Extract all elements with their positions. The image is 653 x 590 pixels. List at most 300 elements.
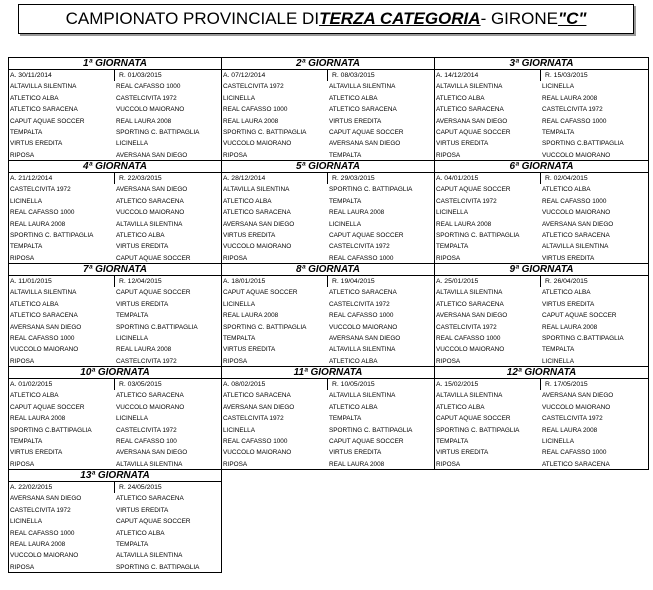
home-team: REAL LAURA 2008 <box>223 117 279 125</box>
ritorno-date: R. 03/05/2015 <box>119 381 162 388</box>
page-title <box>18 4 634 34</box>
away-team: REAL LAURA 2008 <box>329 209 385 217</box>
away-team: AVERSANA SAN DIEGO <box>542 392 614 400</box>
match-row <box>435 459 648 470</box>
andata-date: A. 25/01/2015 <box>435 276 541 287</box>
home-team: CASTELCIVITA 1972 <box>436 197 497 205</box>
away-team: SPORTING C. BATTIPAGLIA <box>116 128 200 136</box>
round-dates <box>9 173 221 184</box>
round-title: 6ª GIORNATA <box>435 161 648 173</box>
match-row <box>222 413 434 424</box>
match-row <box>435 344 648 355</box>
round-dates <box>9 276 221 287</box>
match-row <box>222 93 434 104</box>
home-team: RIPOSA <box>436 357 461 365</box>
match-row <box>435 333 648 344</box>
away-team: SPORTING C.BATTIPAGLIA <box>542 334 624 342</box>
match-row <box>222 219 434 230</box>
home-team: LICINELLA <box>10 518 42 526</box>
home-team: TEMPALTA <box>10 437 43 445</box>
home-team: AVERSANA SAN DIEGO <box>223 403 295 411</box>
home-team: TEMPALTA <box>436 243 469 251</box>
away-team: CASTELCIVITA 1972 <box>116 426 177 434</box>
home-team: ATLETICO ALBA <box>10 392 59 400</box>
home-team: LICINELLA <box>10 197 42 205</box>
home-team: ATLETICO SARACENA <box>10 106 78 114</box>
home-team: RIPOSA <box>10 460 35 468</box>
round-title: 5ª GIORNATA <box>222 161 434 173</box>
match-row <box>222 184 434 195</box>
away-team: CASTELCIVITA 1972 <box>542 415 603 423</box>
away-team: REAL LAURA 2008 <box>116 117 172 125</box>
match-row <box>435 402 648 413</box>
home-team: VIRTUS EREDITA <box>223 346 276 354</box>
match-row <box>9 562 221 573</box>
ritorno-date: R. 01/03/2015 <box>119 72 162 79</box>
match-row <box>435 196 648 207</box>
andata-date: A. 14/12/2014 <box>435 70 541 81</box>
match-row <box>435 287 648 298</box>
away-team: VIRTUS EREDITA <box>542 254 595 262</box>
andata-date: A. 01/02/2015 <box>9 379 115 390</box>
round-dates <box>9 482 221 493</box>
match-row <box>9 104 221 115</box>
match-row <box>435 116 648 127</box>
match-row <box>435 436 648 447</box>
home-team: CASTELCIVITA 1972 <box>223 83 284 91</box>
round-dates <box>222 173 434 184</box>
match-row <box>9 402 221 413</box>
andata-date: A. 22/02/2015 <box>9 482 115 493</box>
away-team: AVERSANA SAN DIEGO <box>542 220 614 228</box>
away-team: ATLETICO SARACENA <box>116 197 184 205</box>
home-team: REAL CAFASSO 1000 <box>10 529 75 537</box>
match-row <box>222 322 434 333</box>
home-team: SPORTING C. BATTIPAGLIA <box>223 323 307 331</box>
home-team: AVERSANA SAN DIEGO <box>10 495 82 503</box>
match-row <box>435 322 648 333</box>
away-team: AVERSANA SAN DIEGO <box>116 449 188 457</box>
match-row <box>9 219 221 230</box>
home-team: ALTAVILLA SILENTINA <box>10 289 77 297</box>
match-row <box>222 241 434 252</box>
ritorno-date: R. 15/03/2015 <box>545 72 588 79</box>
home-team: ATLETICO ALBA <box>436 403 485 411</box>
round-title: 10ª GIORNATA <box>9 367 221 379</box>
away-team: AVERSANA SAN DIEGO <box>329 334 401 342</box>
away-team: ALTAVILLA SILENTINA <box>116 460 183 468</box>
away-team: ATLETICO ALBA <box>116 529 165 537</box>
away-team: VUCCOLO MAIORANO <box>542 209 611 217</box>
round-title: 12ª GIORNATA <box>435 367 648 379</box>
round-title: 3ª GIORNATA <box>435 58 648 70</box>
ritorno-date: R. 29/03/2015 <box>332 175 375 182</box>
home-team: VUCCOLO MAIORANO <box>436 346 505 354</box>
home-team: REAL CAFASSO 1000 <box>10 209 75 217</box>
away-team: CAPUT AQUAE SOCCER <box>329 128 404 136</box>
home-team: CAPUT AQUAE SOCCER <box>223 289 298 297</box>
home-team: CASTELCIVITA 1972 <box>223 415 284 423</box>
away-team: LICINELLA <box>329 220 361 228</box>
away-team: CASTELCIVITA 1972 <box>329 300 390 308</box>
match-row <box>9 127 221 138</box>
away-team: CASTELCIVITA 1972 <box>329 243 390 251</box>
match-row <box>9 310 221 321</box>
round-block <box>221 263 435 367</box>
away-team: REAL CAFASSO 1000 <box>542 197 607 205</box>
home-team: VUCCOLO MAIORANO <box>223 140 292 148</box>
home-team: AVERSANA SAN DIEGO <box>436 312 508 320</box>
away-team: TEMPALTA <box>329 151 362 159</box>
away-team: AVERSANA SAN DIEGO <box>116 186 188 194</box>
title-group: "C" <box>558 9 587 28</box>
away-team: REAL CAFASSO 1000 <box>116 83 181 91</box>
match-row <box>435 219 648 230</box>
home-team: CAPUT AQUAE SOCCER <box>436 415 511 423</box>
home-team: ATLETICO SARACENA <box>10 312 78 320</box>
round-block <box>434 366 649 470</box>
away-team: REAL LAURA 2008 <box>329 460 385 468</box>
home-team: RIPOSA <box>10 151 35 159</box>
home-team: ATLETICO SARACENA <box>223 209 291 217</box>
home-team: VIRTUS EREDITA <box>223 231 276 239</box>
away-team: VIRTUS EREDITA <box>329 117 382 125</box>
match-row <box>9 516 221 527</box>
home-team: TEMPALTA <box>436 437 469 445</box>
match-row <box>222 127 434 138</box>
home-team: SPORTING C.BATTIPAGLIA <box>10 426 92 434</box>
away-team: ATLETICO SARACENA <box>116 392 184 400</box>
match-row <box>435 207 648 218</box>
away-team: VIRTUS EREDITA <box>329 449 382 457</box>
andata-date: A. 04/01/2015 <box>435 173 541 184</box>
match-row <box>9 241 221 252</box>
away-team: CAPUT AQUAE SOCCER <box>116 518 191 526</box>
away-team: LICINELLA <box>116 140 148 148</box>
match-row <box>9 505 221 516</box>
home-team: VIRTUS EREDITA <box>436 140 489 148</box>
away-team: VIRTUS EREDITA <box>116 243 169 251</box>
away-team: ALTAVILLA SILENTINA <box>329 83 396 91</box>
home-team: ATLETICO SARACENA <box>436 300 504 308</box>
ritorno-date: R. 10/05/2015 <box>332 381 375 388</box>
away-team: SPORTING C. BATTIPAGLIA <box>329 426 413 434</box>
round-block <box>221 366 435 470</box>
home-team: ALTAVILLA SILENTINA <box>436 289 503 297</box>
match-row <box>222 447 434 458</box>
match-row <box>9 550 221 561</box>
home-team: LICINELLA <box>223 300 255 308</box>
match-row <box>435 390 648 401</box>
away-team: ALTAVILLA SILENTINA <box>329 392 396 400</box>
round-dates <box>222 70 434 81</box>
match-row <box>9 493 221 504</box>
away-team: SPORTING C. BATTIPAGLIA <box>116 563 200 571</box>
round-block <box>434 263 649 367</box>
away-team: VUCCOLO MAIORANO <box>542 403 611 411</box>
away-team: TEMPALTA <box>542 346 575 354</box>
away-team: REAL LAURA 2008 <box>116 346 172 354</box>
andata-date: A. 28/12/2014 <box>222 173 328 184</box>
home-team: REAL LAURA 2008 <box>436 220 492 228</box>
match-row <box>9 184 221 195</box>
home-team: SPORTING C. BATTIPAGLIA <box>223 128 307 136</box>
match-row <box>222 81 434 92</box>
home-team: SPORTING C. BATTIPAGLIA <box>436 231 520 239</box>
andata-date: A. 21/12/2014 <box>9 173 115 184</box>
home-team: RIPOSA <box>223 460 248 468</box>
match-row <box>435 93 648 104</box>
away-team: SPORTING C.BATTIPAGLIA <box>116 323 198 331</box>
match-row <box>222 333 434 344</box>
match-row <box>435 425 648 436</box>
round-block <box>8 366 222 470</box>
match-row <box>9 116 221 127</box>
ritorno-date: R. 17/05/2015 <box>545 381 588 388</box>
round-block <box>221 57 435 161</box>
match-row <box>435 241 648 252</box>
home-team: LICINELLA <box>436 209 468 217</box>
match-row <box>435 310 648 321</box>
away-team: CASTELCIVITA 1972 <box>116 357 177 365</box>
away-team: CAPUT AQUAE SOCCER <box>329 437 404 445</box>
ritorno-date: R. 19/04/2015 <box>332 278 375 285</box>
match-row <box>222 436 434 447</box>
match-row <box>435 299 648 310</box>
title-middle: - GIRONE <box>480 9 559 28</box>
home-team: ATLETICO ALBA <box>223 197 272 205</box>
match-row <box>9 322 221 333</box>
away-team: TEMPALTA <box>116 540 149 548</box>
match-row <box>435 81 648 92</box>
round-title: 7ª GIORNATA <box>9 264 221 276</box>
home-team: RIPOSA <box>436 254 461 262</box>
away-team: VUCCOLO MAIORANO <box>116 209 185 217</box>
andata-date: A. 15/02/2015 <box>435 379 541 390</box>
home-team: RIPOSA <box>223 151 248 159</box>
round-title: 13ª GIORNATA <box>9 470 221 482</box>
home-team: ALTAVILLA SILENTINA <box>436 83 503 91</box>
home-team: ATLETICO ALBA <box>10 300 59 308</box>
home-team: AVERSANA SAN DIEGO <box>436 117 508 125</box>
round-block <box>8 57 222 161</box>
home-team: ATLETICO ALBA <box>10 94 59 102</box>
match-row <box>222 390 434 401</box>
home-team: RIPOSA <box>223 357 248 365</box>
away-team: CAPUT AQUAE SOCCER <box>116 254 191 262</box>
away-team: VIRTUS EREDITA <box>542 300 595 308</box>
away-team: ATLETICO ALBA <box>329 403 378 411</box>
round-dates <box>435 379 648 390</box>
away-team: VUCCOLO MAIORANO <box>116 403 185 411</box>
andata-date: A. 30/11/2014 <box>9 70 115 81</box>
away-team: ATLETICO SARACENA <box>116 495 184 503</box>
away-team: ALTAVILLA SILENTINA <box>116 552 183 560</box>
home-team: REAL CAFASSO 1000 <box>436 334 501 342</box>
home-team: REAL CAFASSO 1000 <box>10 334 75 342</box>
ritorno-date: R. 02/04/2015 <box>545 175 588 182</box>
home-team: TEMPALTA <box>10 128 43 136</box>
match-row <box>9 425 221 436</box>
away-team: AVERSANA SAN DIEGO <box>116 151 188 159</box>
match-row <box>435 127 648 138</box>
match-row <box>222 459 434 470</box>
home-team: AVERSANA SAN DIEGO <box>10 323 82 331</box>
away-team: REAL CAFASSO 1000 <box>329 254 394 262</box>
round-block <box>434 160 649 264</box>
away-team: ALTAVILLA SILENTINA <box>542 243 609 251</box>
away-team: CAPUT AQUAE SOCCER <box>116 289 191 297</box>
away-team: REAL LAURA 2008 <box>542 94 598 102</box>
home-team: ALTAVILLA SILENTINA <box>223 186 290 194</box>
round-dates <box>9 379 221 390</box>
home-team: ATLETICO SARACENA <box>223 392 291 400</box>
away-team: TEMPALTA <box>116 312 149 320</box>
match-row <box>222 230 434 241</box>
home-team: ATLETICO ALBA <box>436 94 485 102</box>
home-team: RIPOSA <box>10 563 35 571</box>
match-row <box>9 196 221 207</box>
home-team: VUCCOLO MAIORANO <box>223 243 292 251</box>
home-team: LICINELLA <box>223 94 255 102</box>
match-row <box>9 390 221 401</box>
away-team: VUCCOLO MAIORANO <box>329 323 398 331</box>
round-dates <box>435 70 648 81</box>
away-team: ATLETICO SARACENA <box>329 289 397 297</box>
round-title: 1ª GIORNATA <box>9 58 221 70</box>
match-row <box>9 138 221 149</box>
home-team: REAL LAURA 2008 <box>10 540 66 548</box>
home-team: CASTELCIVITA 1972 <box>436 323 497 331</box>
home-team: ALTAVILLA SILENTINA <box>436 392 503 400</box>
round-block <box>8 160 222 264</box>
title-category: TERZA CATEGORIA <box>319 9 481 28</box>
ritorno-date: R. 22/03/2015 <box>119 175 162 182</box>
match-row <box>9 447 221 458</box>
away-team: CAPUT AQUAE SOCCER <box>329 231 404 239</box>
home-team: ATLETICO SARACENA <box>436 106 504 114</box>
andata-date: A. 18/01/2015 <box>222 276 328 287</box>
match-row <box>222 196 434 207</box>
match-row <box>435 104 648 115</box>
round-dates <box>435 173 648 184</box>
match-row <box>222 116 434 127</box>
andata-date: A. 08/02/2015 <box>222 379 328 390</box>
away-team: VUCCOLO MAIORANO <box>116 106 185 114</box>
home-team: REAL CAFASSO 1000 <box>223 437 288 445</box>
home-team: CAPUT AQUAE SOCCER <box>10 403 85 411</box>
away-team: REAL CAFASSO 1000 <box>542 117 607 125</box>
away-team: SPORTING C.BATTIPAGLIA <box>542 140 624 148</box>
round-dates <box>9 70 221 81</box>
away-team: ALTAVILLA SILENTINA <box>116 220 183 228</box>
away-team: REAL CAFASSO 100 <box>116 437 177 445</box>
match-row <box>435 138 648 149</box>
away-team: AVERSANA SAN DIEGO <box>329 140 401 148</box>
home-team: REAL CAFASSO 1000 <box>223 106 288 114</box>
home-team: SPORTING C. BATTIPAGLIA <box>436 426 520 434</box>
home-team: TEMPALTA <box>223 334 256 342</box>
away-team: ATLETICO ALBA <box>116 231 165 239</box>
home-team: RIPOSA <box>436 460 461 468</box>
match-row <box>222 104 434 115</box>
away-team: ALTAVILLA SILENTINA <box>329 346 396 354</box>
home-team: VIRTUS EREDITA <box>10 449 63 457</box>
home-team: SPORTING C. BATTIPAGLIA <box>10 231 94 239</box>
match-row <box>9 287 221 298</box>
match-row <box>222 425 434 436</box>
round-title: 8ª GIORNATA <box>222 264 434 276</box>
home-team: LICINELLA <box>223 426 255 434</box>
away-team: TEMPALTA <box>542 128 575 136</box>
home-team: REAL LAURA 2008 <box>223 312 279 320</box>
away-team: ATLETICO SARACENA <box>542 231 610 239</box>
round-title: 4ª GIORNATA <box>9 161 221 173</box>
home-team: TEMPALTA <box>10 243 43 251</box>
title-prefix: CAMPIONATO PROVINCIALE DI <box>65 9 320 28</box>
home-team: VUCCOLO MAIORANO <box>10 552 79 560</box>
away-team: VIRTUS EREDITA <box>116 300 169 308</box>
ritorno-date: R. 12/04/2015 <box>119 278 162 285</box>
away-team: ATLETICO ALBA <box>329 94 378 102</box>
ritorno-date: R. 08/03/2015 <box>332 72 375 79</box>
away-team: REAL CAFASSO 1000 <box>329 312 394 320</box>
match-row <box>9 93 221 104</box>
match-row <box>9 333 221 344</box>
home-team: REAL LAURA 2008 <box>10 415 66 423</box>
away-team: CASTELCIVITA 1972 <box>542 106 603 114</box>
match-row <box>222 310 434 321</box>
home-team: RIPOSA <box>436 151 461 159</box>
away-team: ATLETICO SARACENA <box>329 106 397 114</box>
match-row <box>222 402 434 413</box>
round-block <box>8 263 222 367</box>
match-row <box>9 539 221 550</box>
round-block <box>8 469 222 573</box>
match-row <box>435 413 648 424</box>
home-team: CASTELCIVITA 1972 <box>10 506 71 514</box>
round-title: 9ª GIORNATA <box>435 264 648 276</box>
home-team: VIRTUS EREDITA <box>10 140 63 148</box>
home-team: VUCCOLO MAIORANO <box>223 449 292 457</box>
match-row <box>9 230 221 241</box>
match-row <box>9 436 221 447</box>
home-team: VUCCOLO MAIORANO <box>10 346 79 354</box>
ritorno-date: R. 26/04/2015 <box>545 278 588 285</box>
match-row <box>222 138 434 149</box>
round-dates <box>222 379 434 390</box>
away-team: REAL LAURA 2008 <box>542 426 598 434</box>
away-team: LICINELLA <box>542 437 574 445</box>
away-team: SPORTING C. BATTIPAGLIA <box>329 186 413 194</box>
home-team: AVERSANA SAN DIEGO <box>223 220 295 228</box>
match-row <box>435 447 648 458</box>
round-block <box>221 160 435 264</box>
away-team: LICINELLA <box>116 334 148 342</box>
round-dates <box>435 276 648 287</box>
match-row <box>9 528 221 539</box>
andata-date: A. 07/12/2014 <box>222 70 328 81</box>
match-row <box>435 230 648 241</box>
match-row <box>222 287 434 298</box>
round-dates <box>222 276 434 287</box>
home-team: VIRTUS EREDITA <box>436 449 489 457</box>
away-team: CAPUT AQUAE SOCCER <box>542 312 617 320</box>
home-team: CASTELCIVITA 1972 <box>10 186 71 194</box>
match-row <box>9 81 221 92</box>
home-team: RIPOSA <box>10 254 35 262</box>
match-row <box>222 207 434 218</box>
